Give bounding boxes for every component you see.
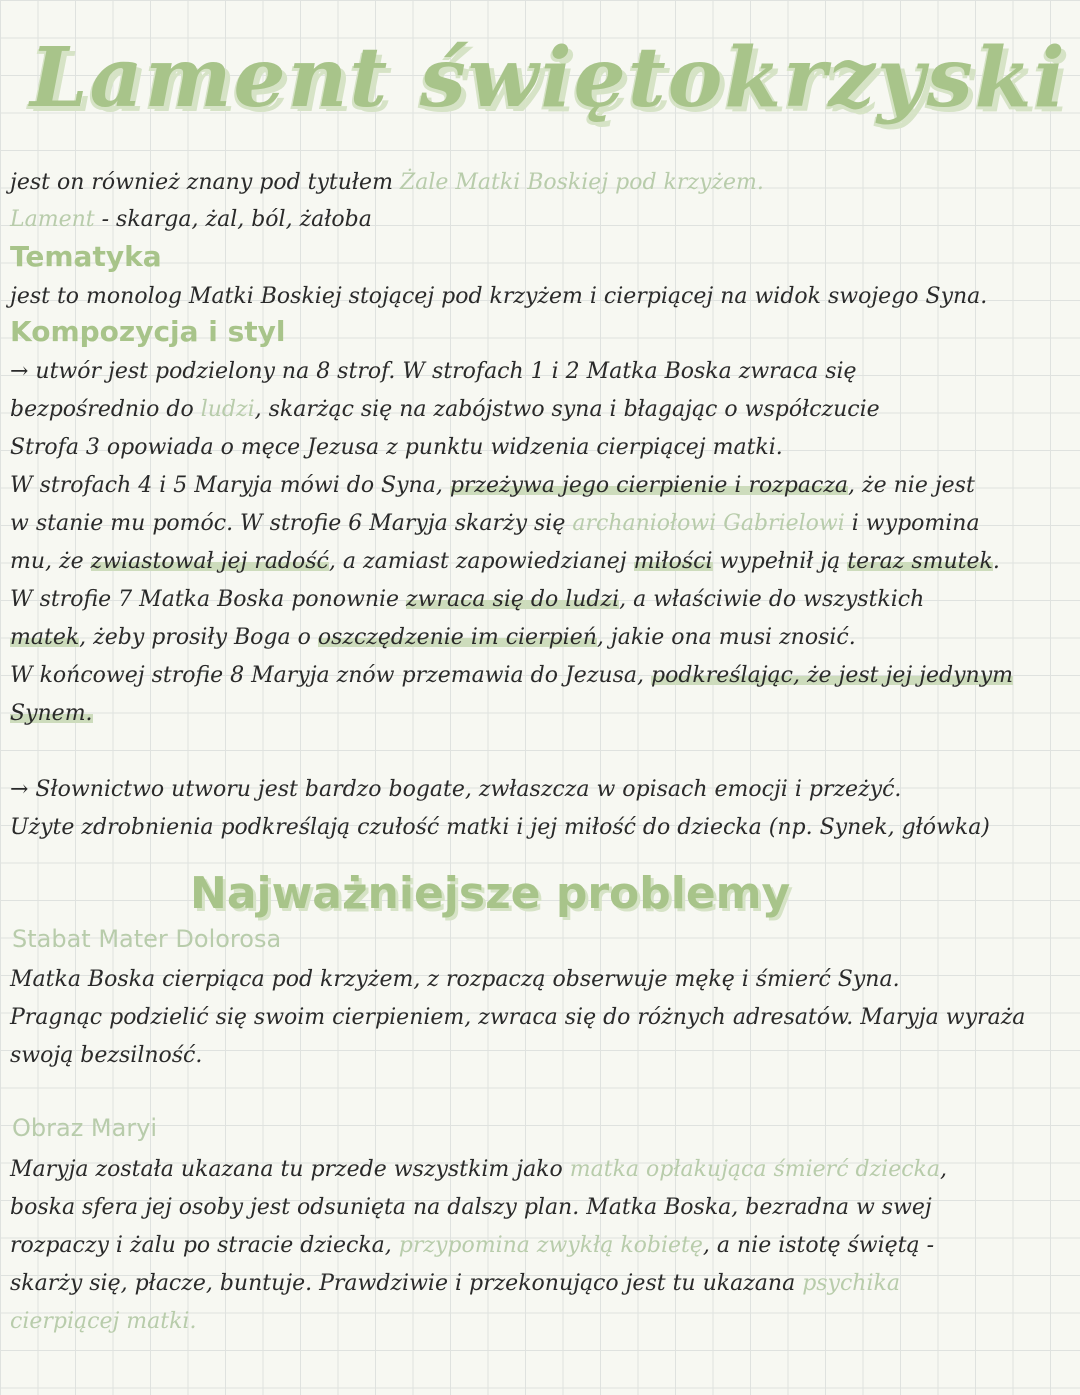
highlighted-text: zwraca się do ludzi [406, 587, 620, 612]
text-part: mu, że [10, 549, 91, 574]
text-part: , żeby prosiły Boga o [79, 625, 318, 650]
soft-term: ludzi [200, 397, 255, 422]
obraz-line-1 [10, 1155, 1070, 1185]
lament-definition: - skarga, żal, ból, żałoba [94, 207, 372, 232]
kompozycja-line-9 [10, 661, 1070, 691]
text-part: rozpaczy i żalu po stracie dziecka, [10, 1233, 399, 1258]
text-part: Maryja została ukazana tu przede wszystkim jako [10, 1157, 570, 1182]
heading-kompozycja: Kompozycja i styl [10, 315, 286, 348]
text-part: , a nie istotę świętą - [702, 1233, 935, 1258]
heading-stabat: Stabat Mater Dolorosa [12, 925, 282, 953]
text-part: , że nie jest [848, 473, 975, 498]
text-part: wypełnił ją [712, 549, 848, 574]
text-part: , a właściwie do wszystkich [619, 587, 925, 612]
obraz-line-5: cierpiącej matki. [10, 1309, 197, 1334]
lament-term: Lament [10, 207, 95, 232]
kompozycja-line-5 [10, 509, 1070, 539]
kompozycja-line-2 [10, 395, 1070, 425]
kompozycja-line-4 [10, 471, 1070, 501]
kompozycja-line-7 [10, 585, 1070, 615]
highlighted-text: teraz smutek [847, 549, 993, 574]
kompozycja-line-6 [10, 547, 1070, 577]
soft-term: psychika [802, 1271, 900, 1296]
intro-line-2 [10, 205, 1070, 235]
text-part: W końcowej strofie 8 Maryja znów przemawia do Jezusa, [10, 663, 651, 688]
obraz-line-3 [10, 1231, 1070, 1261]
soft-term: przypomina zwykłą kobietę [398, 1233, 703, 1258]
stabat-line-2: Pragnąc podzielić się swoim cierpieniem, zwraca się do różnych adresatów. Maryja wyraża [10, 1005, 1026, 1030]
text-part: , skarżąc się na zabójstwo syna i błagając o współczucie [254, 397, 880, 422]
highlighted-text: Synem. [10, 701, 93, 726]
text-part: , a zamiast zapowiedzianej [328, 549, 634, 574]
page-title: Lament świętokrzyski [30, 30, 1067, 126]
kompozycja-line-3: Strofa 3 opowiada o męce Jezusa z punktu widzenia cierpiącej matki. [10, 435, 783, 460]
soft-term: matka opłakująca śmierć dziecka [569, 1157, 941, 1182]
heading-obraz: Obraz Maryi [12, 1114, 158, 1142]
alt-title: Żale Matki Boskiej pod krzyżem. [399, 170, 764, 195]
stabat-line-1: Matka Boska cierpiąca pod krzyżem, z rozpaczą obserwuje mękę i śmierć Syna. [10, 967, 900, 992]
highlighted-text: zwiastował jej radość [90, 549, 329, 574]
text-part: , jakie ona musi znosić. [596, 625, 856, 650]
tematyka-text: jest to monolog Matki Boskiej stojącej pod krzyżem i cierpiącej na widok swojego Syna. [10, 284, 988, 309]
kompozycja-line-1: → utwór jest podzielony na 8 strof. W strofach 1 i 2 Matka Boska zwraca się [10, 359, 857, 384]
intro-line-1 [10, 168, 1070, 198]
stabat-line-3: swoją bezsilność. [10, 1043, 203, 1068]
text-part: bezpośrednio do [10, 397, 201, 422]
highlighted-text: przeżywa jego cierpienie i rozpacza [449, 473, 849, 498]
kompozycja-line-11: → Słownictwo utworu jest bardzo bogate, zwłaszcza w opisach emocji i przeżyć. [10, 777, 902, 802]
kompozycja-line-10 [10, 699, 1070, 729]
highlighted-text: oszczędzenie im cierpień [317, 625, 597, 650]
text-part: skarży się, płacze, buntuje. Prawdziwie i przekonująco jest tu ukazana [10, 1271, 803, 1296]
soft-term: archaniołowi Gabrielowi [572, 511, 845, 536]
highlighted-text: podkreślając, że jest jej jedynym [650, 663, 1013, 688]
text-part: W strofach 4 i 5 Maryja mówi do Syna, [10, 473, 450, 498]
obraz-line-2: boska sfera jej osoby jest odsunięta na dalszy plan. Matka Boska, bezradna w swej [10, 1195, 932, 1220]
intro-text: jest on również znany pod tytułem [10, 170, 400, 195]
kompozycja-line-12: Użyte zdrobnienia podkreślają czułość matki i jej miłość do dziecka (np. Synek, główka) [10, 815, 990, 840]
highlighted-text: miłości [633, 549, 713, 574]
obraz-line-4 [10, 1269, 1070, 1299]
kompozycja-line-8 [10, 623, 1070, 653]
text-part: i wypomina [844, 511, 980, 536]
text-part: . [992, 549, 1000, 574]
text-part: , [940, 1157, 948, 1182]
highlighted-text: matek [10, 625, 80, 650]
heading-problemy: Najważniejsze problemy [190, 868, 791, 919]
heading-tematyka: Tematyka [10, 240, 162, 273]
text-part: w stanie mu pomóc. W strofie 6 Maryja skarży się [10, 511, 573, 536]
text-part: W strofie 7 Matka Boska ponownie [10, 587, 407, 612]
